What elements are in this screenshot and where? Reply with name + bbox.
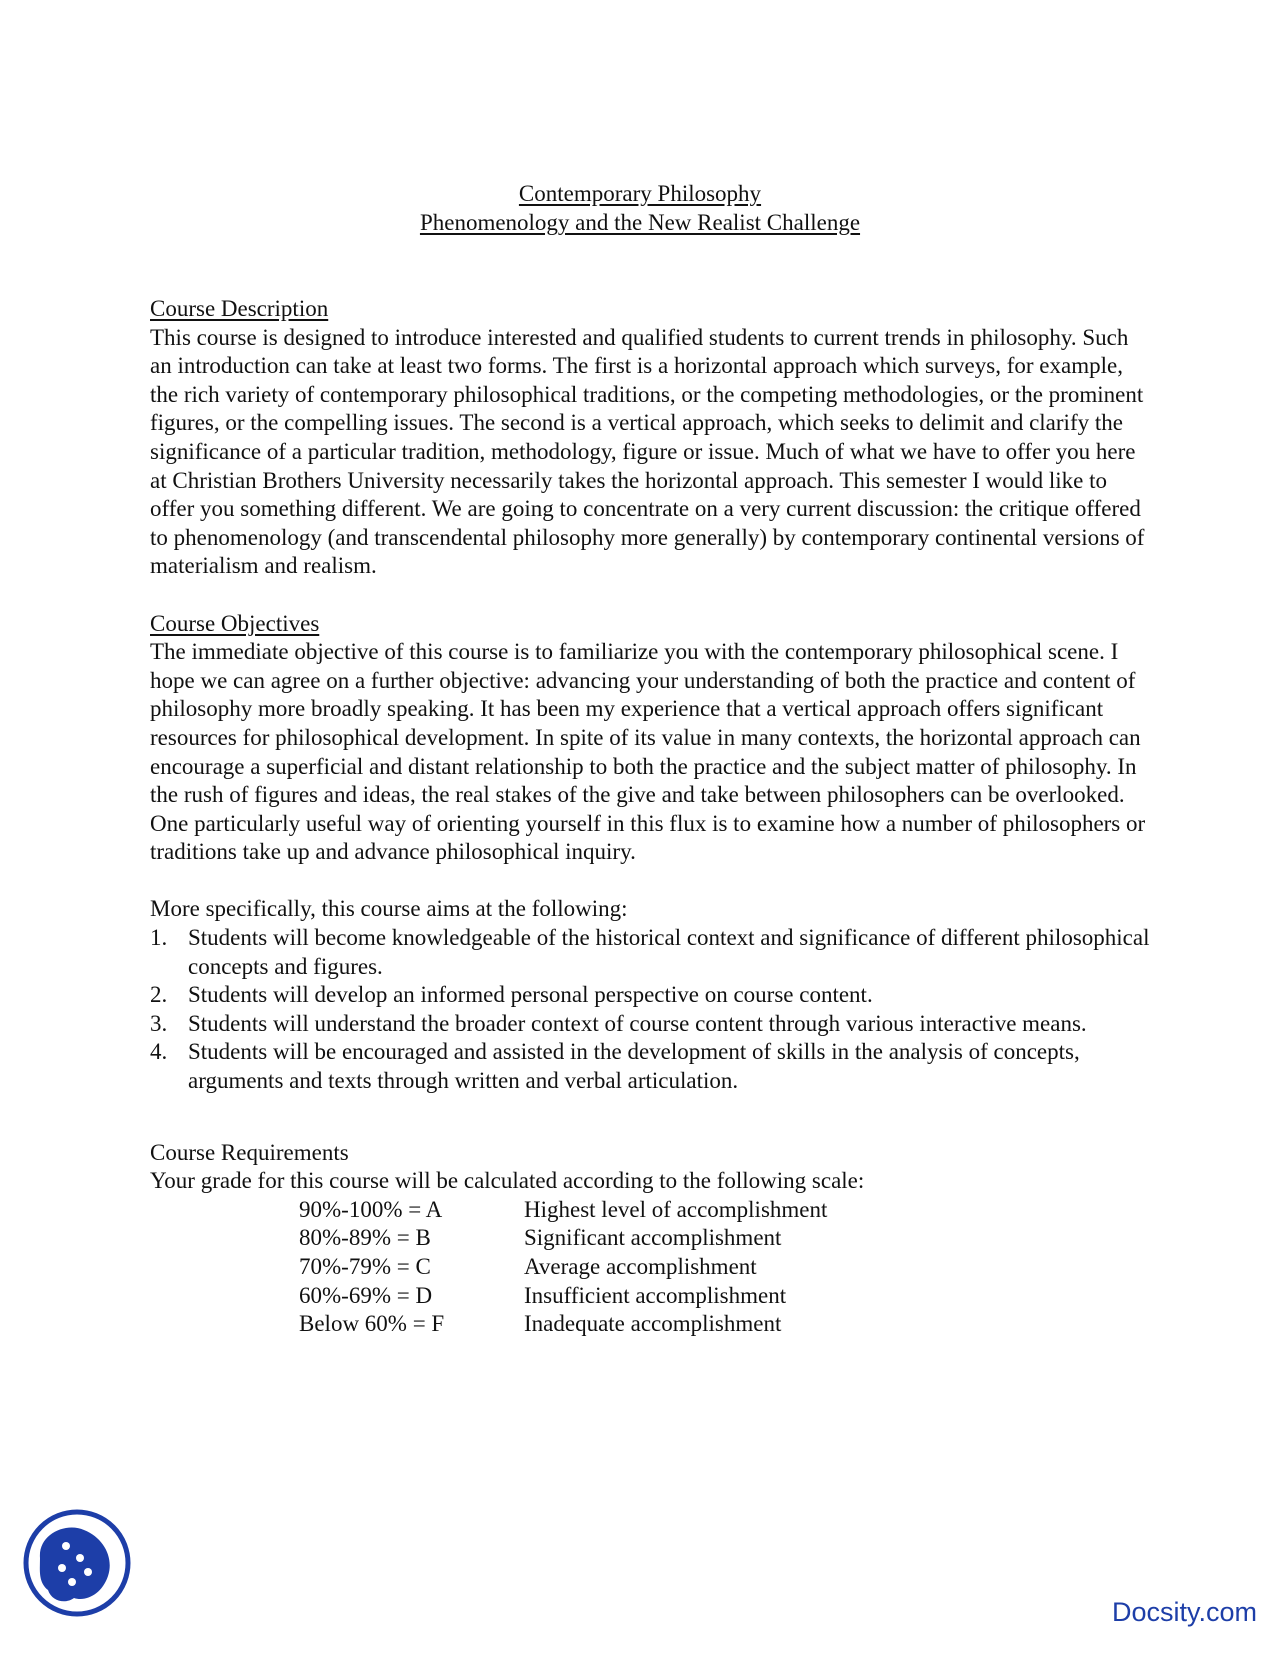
- grade-meaning: Average accomplishment: [524, 1254, 757, 1279]
- grade-meaning: Highest level of accomplishment: [524, 1196, 828, 1222]
- table-row: [299, 1224, 827, 1253]
- document-body: [150, 295, 1150, 1339]
- table-row: [299, 1310, 827, 1339]
- docsity-brand-link[interactable]: Docsity.com: [1111, 1597, 1257, 1627]
- objectives-heading: Course Objectives: [150, 610, 320, 636]
- grade-range: 60%-69% = D: [299, 1282, 433, 1308]
- aims-intro: More specifically, this course aims at the following:: [150, 896, 628, 922]
- grade-range: 90%-100% = A: [299, 1196, 443, 1222]
- list-item: [150, 1038, 1150, 1095]
- list-item: [150, 1010, 1150, 1039]
- list-item: [150, 924, 1150, 981]
- list-item-number: 4.: [150, 1039, 168, 1065]
- list-item-number: 2.: [150, 982, 168, 1008]
- list-item-text: Students will understand the broader context of course content through various interactive means.: [188, 1010, 1087, 1036]
- table-row: [299, 1282, 827, 1311]
- list-item-text: Students will develop an informed personal perspective on course content.: [188, 982, 873, 1008]
- table-row: [299, 1253, 827, 1282]
- course-title: Contemporary Philosophy: [518, 181, 762, 206]
- requirements-intro: Your grade for this course will be calculated according to the following scale:: [150, 1168, 865, 1194]
- grade-range: Below 60% = F: [299, 1311, 445, 1337]
- list-item: [150, 981, 1150, 1010]
- requirements-heading: Course Requirements: [150, 1139, 349, 1165]
- list-item-text: Students will become knowledgeable of the historical context and significance of different philosophical concepts and figures.: [188, 925, 1150, 979]
- description-heading: Course Description: [150, 296, 329, 321]
- docsity-logo-icon[interactable]: [22, 1508, 132, 1618]
- table-row: [299, 1196, 827, 1225]
- grade-range: 70%-79% = C: [299, 1254, 431, 1279]
- grade-range: 80%-89% = B: [299, 1225, 431, 1251]
- list-item-text: Students will be encouraged and assisted in the development of skills in the analysis of concepts, arguments and texts through written and verbal articulation.: [188, 1039, 1080, 1094]
- list-item-number: 3.: [150, 1010, 168, 1036]
- grade-meaning: Significant accomplishment: [524, 1225, 782, 1251]
- aims-list: [150, 924, 1150, 1096]
- grade-meaning: Inadequate accomplishment: [524, 1311, 782, 1337]
- objectives-paragraph: The immediate objective of this course is to familiarize you with the contemporary philosophical scene. I hope we can agree on a further objective: advancing your understanding of both the practice and content of philosophy more broadly speaking. It has been my experience that a vertical approach offers significant resources for philosophical development. In spite of its value in many contexts, the horizontal approach can encourage a superficial and distant relationship to both the practice and the subject matter of philosophy. In the rush of figures and ideas, the real stakes of the give and take between philosophers can be overlooked. One particularly useful way of orienting yourself in this flux is to examine how a number of philosophers or traditions take up and advance philosophical inquiry.: [150, 639, 1146, 865]
- grade-meaning: Insufficient accomplishment: [524, 1282, 787, 1308]
- description-paragraph: This course is designed to introduce interested and qualified students to current trends in philosophy. Such an introduction can take at least two forms. The first is a horizontal approach which surveys, for example, the rich variety of contemporary philosophical traditions, or the competing methodologies, or the prominent figures, or the compelling issues. The second is a vertical approach, which seeks to delimit and clarify the significance of a particular tradition, methodology, figure or issue. Much of what we have to offer you here at Christian Brothers University necessarily takes the horizontal approach. This semester I would like to offer you something different. We are going to concentrate on a very current discussion: the critique offered to phenomenology (and transcendental philosophy more generally) by contemporary continental versions of materialism and realism.: [150, 324, 1145, 579]
- list-item-number: 1.: [150, 925, 168, 951]
- document-title: [0, 179, 1280, 237]
- grade-scale-table: [299, 1196, 827, 1339]
- course-subtitle: Phenomenology and the New Realist Challenge: [419, 210, 861, 235]
